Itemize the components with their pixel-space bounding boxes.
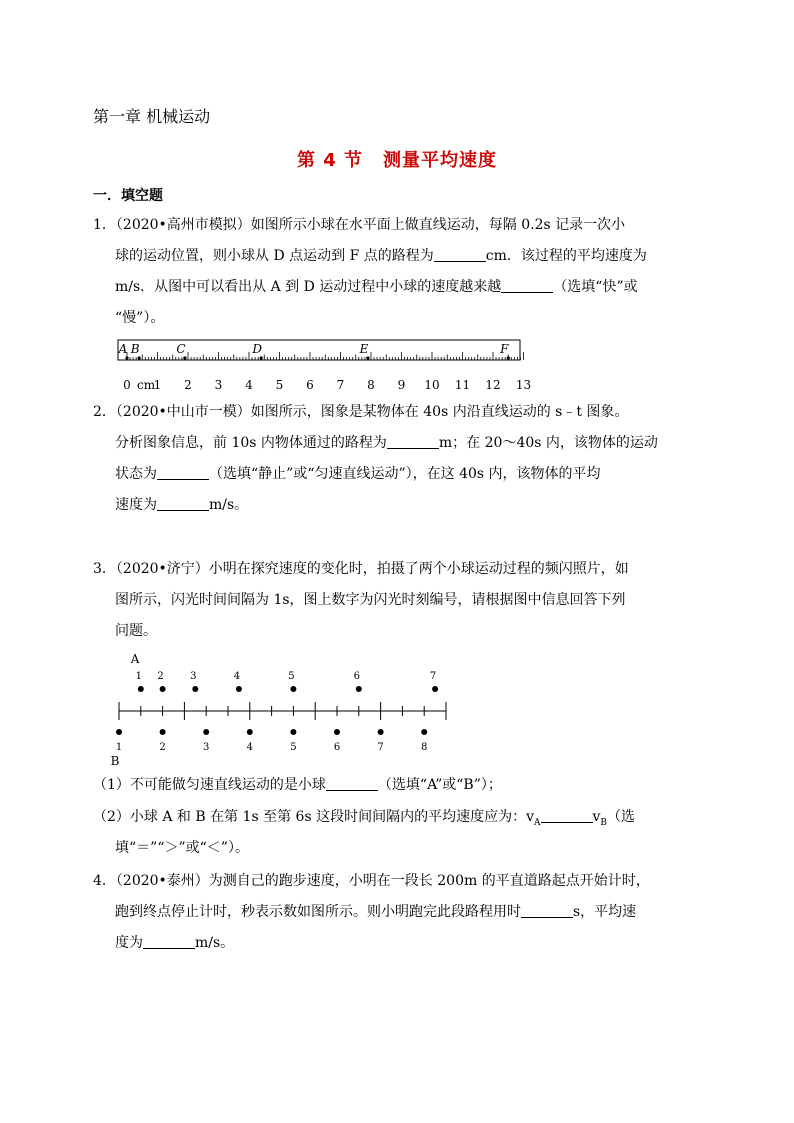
ruler-point-ball	[260, 356, 263, 359]
flash-index-b: 7	[377, 742, 384, 753]
ruler-point-ball	[125, 356, 128, 359]
flash-index-a: 5	[288, 671, 295, 682]
ruler-tick-label: 7	[336, 378, 345, 392]
ruler-tick-label: 10	[424, 378, 440, 392]
question-1	[93, 210, 708, 334]
ball-b-position	[378, 729, 384, 735]
flash-index-b: 4	[246, 742, 253, 753]
question-text: （2020•泰州）为测自己的跑步速度，小明在一段长 200m 的平直道路起点开始计时，	[115, 873, 650, 889]
question-text: 速度为	[115, 497, 157, 513]
section-number: 第 4 节	[296, 150, 364, 171]
ruler-point-label: E	[359, 342, 369, 356]
ball-b-position	[334, 729, 340, 735]
ruler-point-label: F	[500, 342, 509, 356]
ball-a-position	[236, 686, 242, 692]
ruler-tick-label: 3	[214, 378, 223, 392]
question-text: 球的运动位置，则小球从 D 点运动到 F 点的路程为	[115, 248, 434, 264]
ruler-unit-label: cm	[137, 378, 156, 392]
question-text: 度为	[115, 935, 143, 951]
flash-index-b: 5	[290, 742, 297, 753]
question-text: （2020•济宁）小明在探究速度的变化时，拍摄了两个小球运动过程的频闪照片，如	[115, 561, 629, 577]
question-3	[93, 554, 708, 647]
flash-index-b: 1	[115, 742, 123, 753]
question-text: （选填“静止”或“匀速直线运动”），在这 40s 内，该物体的平均	[209, 466, 601, 482]
question-text: cm．该过程的平均速度为	[485, 248, 647, 264]
ruler-tick-label: 9	[397, 378, 406, 392]
question-text: 跑到终点停止计时，秒表示数如图所示。则小明跑完此段路程用时	[115, 904, 521, 920]
question-text: 填“＝”“＞”或“＜”）。	[115, 840, 249, 856]
question-text: 图所示，闪光时间间隔为 1s，图上数字为闪光时刻编号，请根据图中信息回答下列	[115, 592, 626, 608]
subscript: A	[534, 817, 541, 828]
ruler-tick-label: 2	[184, 378, 192, 392]
flash-index-a: 1	[135, 671, 142, 682]
ball-b-position	[203, 729, 209, 735]
ball-a-position	[356, 686, 362, 692]
ruler-figure	[110, 336, 540, 396]
question-2	[93, 397, 708, 521]
ruler-point-ball	[183, 356, 186, 359]
answer-blank[interactable]	[501, 278, 553, 293]
page-title	[0, 146, 794, 172]
ruler-point-label: A	[118, 342, 128, 356]
ruler-tick-label: 1	[153, 378, 162, 392]
question-number: 1．	[93, 217, 116, 233]
answer-blank[interactable]	[157, 496, 209, 511]
flash-index-a: 2	[157, 671, 164, 682]
answer-blank[interactable]	[157, 465, 209, 480]
question-4	[93, 866, 708, 959]
question-text: “慢”）。	[115, 310, 165, 326]
ruler-point-ball	[507, 356, 510, 359]
ruler-tick-label: 0	[123, 378, 131, 392]
ball-a-label: A	[130, 652, 140, 666]
question-3-part-2-cont	[115, 833, 249, 864]
question-text: m；在 20～40s 内，该物体的运动	[438, 435, 658, 451]
ball-a-position	[160, 686, 166, 692]
ball-b-label: B	[110, 754, 120, 768]
question-text: 问题。	[115, 623, 157, 639]
ruler-tick-label: 13	[515, 378, 532, 392]
flash-index-a: 7	[429, 671, 437, 682]
answer-blank[interactable]	[387, 434, 439, 449]
ruler-tick-label: 12	[485, 378, 501, 392]
question-3-part-1	[93, 770, 502, 801]
ball-b-position	[116, 729, 122, 735]
ruler-tick-label: 6	[306, 378, 314, 392]
question-text: （2020•中山市一模）如图所示，图象是某物体在 40s 内沿直线运动的 s﹣t 图象。	[115, 404, 629, 420]
ball-b-position	[421, 729, 427, 735]
flash-index-b: 2	[159, 742, 166, 753]
answer-blank[interactable]	[434, 247, 486, 262]
question-number: 3．	[93, 561, 116, 577]
question-text: m/s。	[209, 497, 249, 513]
question-text: （选填“A”或“B”）；	[377, 777, 502, 793]
ruler-tick-label: 5	[275, 378, 284, 392]
section-name: 测量平均速度	[383, 150, 498, 171]
ruler-tick-label: 11	[454, 378, 471, 392]
ball-b-position	[290, 729, 296, 735]
ruler-point-ball	[138, 356, 141, 359]
ruler-point-label: B	[130, 342, 140, 356]
ball-b-position	[247, 729, 253, 735]
ruler-tick-label: 4	[245, 378, 253, 392]
ball-a-position	[432, 686, 438, 692]
question-text: m/s。	[195, 935, 235, 951]
ball-a-position	[138, 686, 144, 692]
answer-blank[interactable]	[541, 808, 593, 823]
ruler-point-label: C	[176, 342, 186, 356]
flash-index-b: 8	[421, 742, 428, 753]
subscript: B	[600, 817, 608, 828]
answer-blank[interactable]	[521, 903, 573, 918]
ruler-point-ball	[366, 356, 369, 359]
question-text: （2020•高州市模拟）如图所示小球在水平面上做直线运动，每隔 0.2s 记录一次小	[115, 217, 626, 233]
ball-b-position	[160, 729, 166, 735]
ruler-tick-label: 8	[367, 378, 375, 392]
ball-a-position	[192, 686, 198, 692]
question-text: s，平均速	[573, 904, 637, 920]
question-text: （选填“快”或	[553, 279, 638, 295]
question-text: （选	[607, 809, 636, 825]
flash-photo-figure	[100, 648, 460, 770]
ball-a-position	[290, 686, 296, 692]
chapter-heading: 第一章 机械运动	[93, 107, 211, 126]
flash-index-b: 3	[203, 742, 210, 753]
question-text: v	[592, 809, 601, 825]
flash-index-a: 6	[353, 671, 360, 682]
flash-index-b: 6	[333, 742, 341, 753]
question-number: 2．	[93, 404, 116, 420]
question-text: m/s．从图中可以看出从 A 到 D 运动过程中小球的速度越来越	[115, 279, 502, 295]
section-heading: 一．填空题	[93, 188, 163, 204]
ruler-point-label: D	[252, 342, 263, 356]
flash-index-a: 4	[233, 671, 241, 682]
question-text: （1）不可能做匀速直线运动的是小球	[93, 777, 326, 793]
question-number: 4．	[93, 873, 116, 889]
flash-index-a: 3	[190, 671, 197, 682]
answer-blank[interactable]	[143, 934, 195, 949]
question-text: （2）小球 A 和 B 在第 1s 至第 6s 这段时间间隔内的平均速度应为：v	[93, 809, 534, 825]
question-text: 分析图象信息，前 10s 内物体通过的路程为	[115, 435, 387, 451]
question-text: 状态为	[115, 466, 157, 482]
answer-blank[interactable]	[326, 776, 378, 791]
